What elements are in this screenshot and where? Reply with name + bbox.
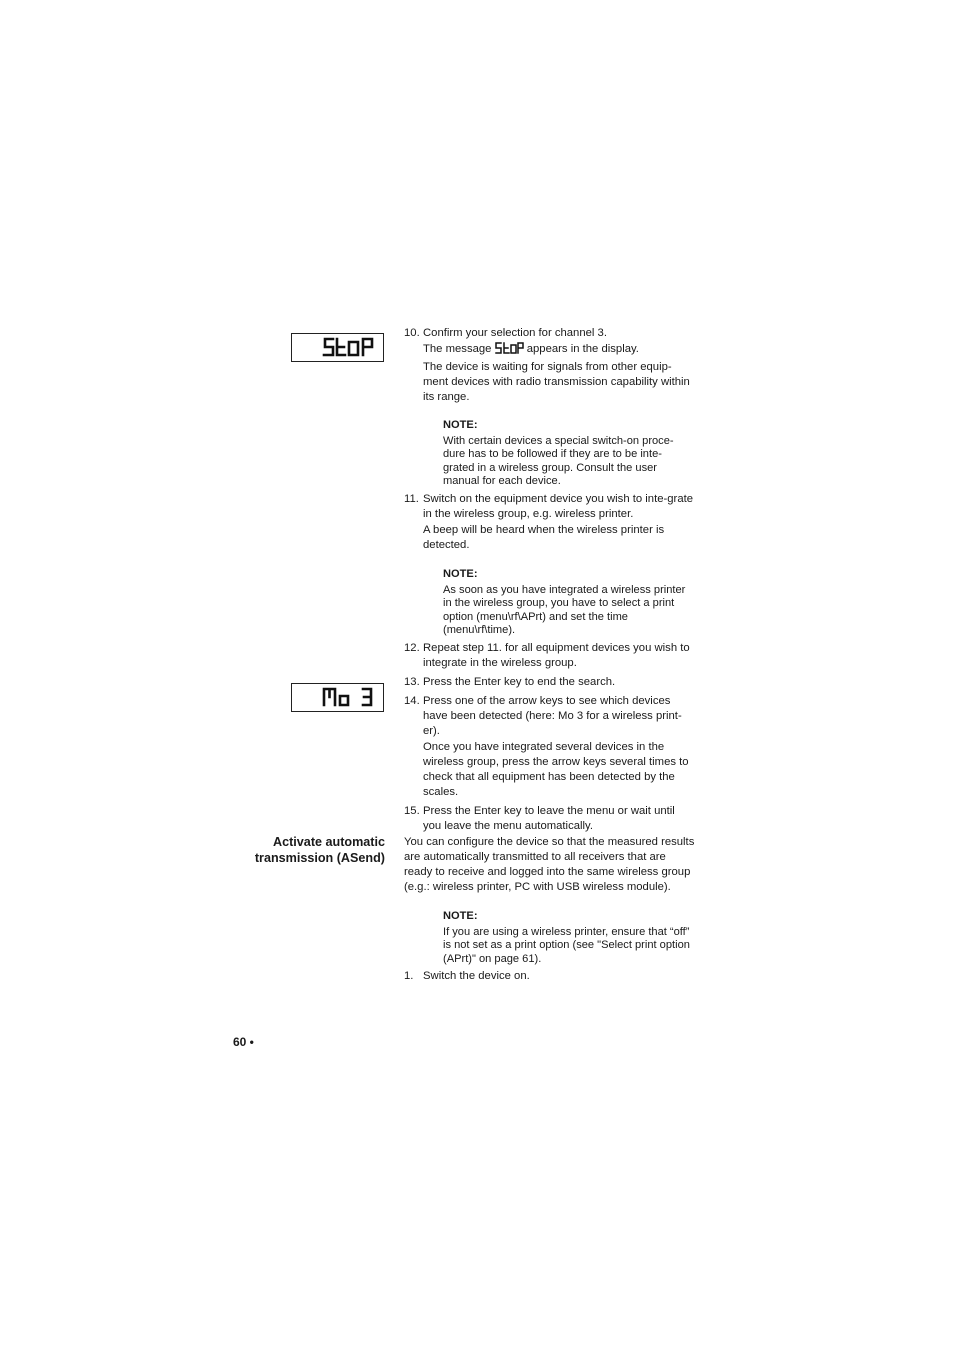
step-number: 10.: [404, 327, 420, 339]
step-text: Press the Enter key to end the search.: [423, 675, 616, 688]
lcd-display-mo3: [291, 683, 384, 712]
note-text: As soon as you have integrated a wireless printer in the wireless group, you have to select a print option (menu\rf\APrt) and set the time (menu\rf\time).: [443, 583, 686, 637]
step-14: [404, 694, 696, 800]
step-text: Confirm your selection for channel 3.: [423, 327, 607, 339]
heading-line-1: Activate automatic: [273, 835, 385, 849]
step-number: 14.: [404, 694, 420, 707]
step-number: 12.: [404, 641, 420, 654]
note-title: NOTE:: [443, 910, 478, 922]
note-text: With certain devices a special switch-on proce-dure has to be followed if they are to be inte-grated in a wireless group. Consult the user manual for each device.: [443, 434, 674, 488]
step-extra: Once you have integrated several devices in the wireless group, press the arrow keys several times to check that all equipment has been detected by the scales.: [423, 740, 689, 798]
step-number: 1.: [404, 970, 414, 983]
lcd-stop-digits: [292, 334, 383, 361]
note-text: If you are using a wireless printer, ensure that “off” is not set as a print option (see "Select print option (APrt)" on page 61).: [443, 925, 690, 965]
note-2: [443, 568, 693, 638]
step-text: Press one of the arrow keys to see which devices have been detected (here: Mo 3 for a wireless print-er).: [423, 694, 682, 737]
step-11: [404, 492, 696, 553]
step-15: [404, 804, 696, 834]
step-text: Repeat step 11. for all equipment devices you wish to integrate in the wireless group.: [423, 641, 690, 669]
lcd-display-stop: [291, 333, 384, 362]
section-heading: [185, 834, 385, 866]
msg-prefix: The message: [423, 343, 492, 355]
note-title: NOTE:: [443, 419, 478, 431]
step-13: [404, 675, 696, 690]
msg-suffix: appears in the display.: [526, 343, 639, 355]
step-text: Press the Enter key to leave the menu or wait until you leave the menu automatically.: [423, 804, 675, 832]
step-text: Switch on the equipment device you wish to inte-grate in the wireless group, e.g. wireless printer.: [423, 492, 694, 520]
step-10: [404, 326, 696, 405]
inline-stop-digits: [495, 342, 524, 354]
heading-line-2: transmission (ASend): [254, 851, 385, 865]
inline-stop-code: [495, 342, 524, 359]
note-title: NOTE:: [443, 567, 478, 580]
step-extra: The device is waiting for signals from other equip-ment devices with radio transmission capability within its range.: [423, 361, 690, 403]
step-extra: A beep will be heard when the wireless printer is detected.: [423, 523, 665, 551]
page-number: 60 •: [233, 1035, 254, 1049]
note-1: [443, 419, 693, 489]
step-12: [404, 641, 696, 671]
step-number: 13.: [404, 675, 420, 688]
section-step-1: [404, 969, 696, 984]
step-message: [423, 342, 696, 359]
step-text: Switch the device on.: [423, 970, 530, 983]
step-number: 11.: [404, 492, 419, 505]
section-intro: You can configure the device so that the measured results are automatically transmitted to all receivers that are ready to receive and logged into the same wireless group (e.g.: wireless printer, PC with USB wireless module).: [404, 836, 695, 893]
steps-column: [404, 326, 696, 834]
step-number: 15.: [404, 804, 420, 817]
section-body: [404, 835, 696, 984]
note-3: [443, 910, 693, 966]
lcd-mo3-digits: [292, 684, 383, 711]
